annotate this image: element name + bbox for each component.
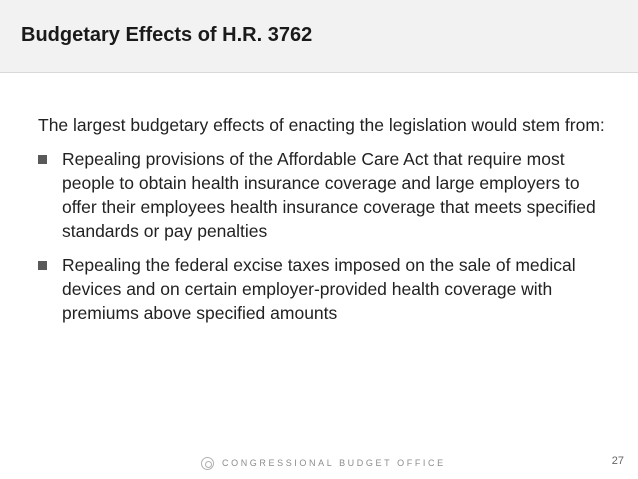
- intro-text: The largest budgetary effects of enacting the legislation would stem from:: [38, 115, 605, 135]
- bullet-item: [38, 147, 608, 243]
- square-bullet-icon: [38, 261, 47, 270]
- bullet-list: [38, 147, 608, 325]
- page-number: 27: [611, 455, 624, 467]
- slide-content: [38, 113, 608, 335]
- footer-organization: CONGRESSIONAL BUDGET OFFICE: [222, 458, 446, 468]
- bullet-text: Repealing the federal excise taxes imposed on the sale of medical devices and on certain employer-provided health coverage with premiums above specified amounts: [62, 255, 576, 323]
- cbo-seal-icon: [201, 457, 214, 470]
- title-bar: [0, 0, 638, 73]
- bullet-item: [38, 253, 608, 325]
- square-bullet-icon: [38, 155, 47, 164]
- slide-title: Budgetary Effects of H.R. 3762: [21, 24, 313, 46]
- bullet-text: Repealing provisions of the Affordable Care Act that require most people to obtain health insurance coverage and large employers to offer their employees health insurance coverage that meets specified standards or pay penalties: [62, 149, 596, 241]
